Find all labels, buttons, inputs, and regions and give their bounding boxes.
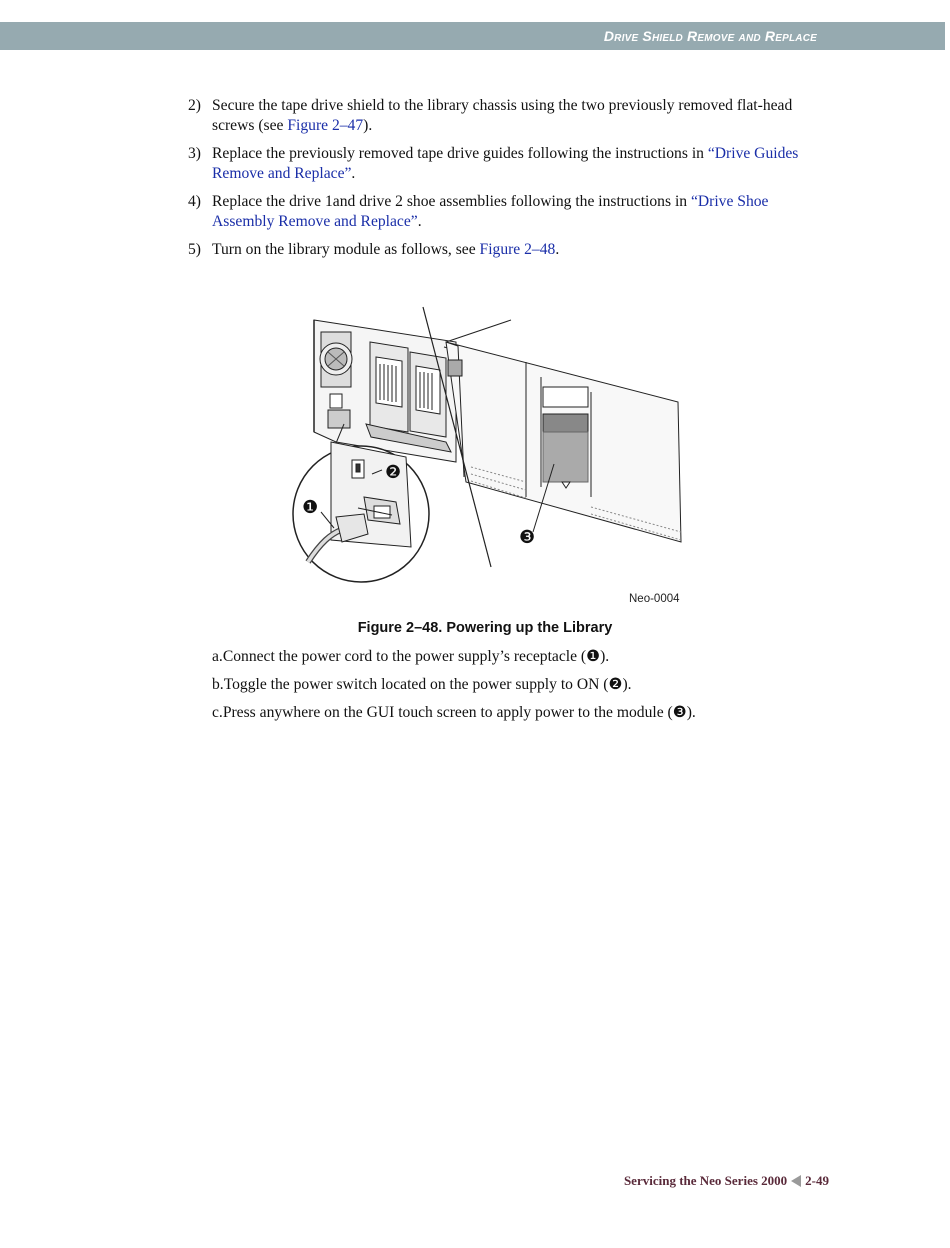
step-text: Replace the previously removed tape drive guides following the instructions in “Drive Guides Remove and Replace”. xyxy=(212,145,799,182)
figure-link[interactable]: Figure 2–48 xyxy=(479,241,556,258)
step-number: 5) xyxy=(188,241,201,258)
step-number: 3) xyxy=(188,145,201,162)
step-number: 4) xyxy=(188,193,201,210)
substep: b.Toggle the power switch located on the power supply to ON (❷). xyxy=(212,676,632,693)
triangle-left-icon xyxy=(791,1175,801,1187)
step-text: Turn on the library module as follows, see Figure 2–48. xyxy=(212,241,560,258)
callout-3: ❸ xyxy=(519,527,536,548)
figure-link[interactable]: Figure 2–47 xyxy=(287,117,364,134)
step-text: Replace the drive 1and drive 2 shoe assemblies following the instructions in “Drive Shoe Assembly Remove and Replace”. xyxy=(212,193,769,230)
page-number: 2-49 xyxy=(805,1173,829,1188)
figure-caption: Figure 2–48. Powering up the Library xyxy=(357,620,613,636)
section-link[interactable]: “Drive Guides Remove and Replace” xyxy=(212,145,799,182)
figure-id-label: Neo-0004 xyxy=(629,593,680,605)
substep: c.Press anywhere on the GUI touch screen to apply power to the module (❸). xyxy=(212,704,696,721)
book-title: Servicing the Neo Series 2000 xyxy=(623,1173,788,1188)
callout-2: ❷ xyxy=(385,462,402,483)
step-number: 2) xyxy=(188,97,201,114)
library-power-illustration xyxy=(286,302,686,592)
step-text: Secure the tape drive shield to the library chassis using the two previously removed flat-head screws (see Figure 2–47). xyxy=(212,97,793,134)
running-header xyxy=(0,22,945,50)
callout-1: ❶ xyxy=(302,497,319,518)
page-footer xyxy=(624,1173,829,1189)
substep: a.Connect the power cord to the power supply’s receptacle (❶). xyxy=(212,648,610,665)
section-link[interactable]: “Drive Shoe Assembly Remove and Replace” xyxy=(212,193,769,230)
section-title: Drive Shield Remove and Replace xyxy=(603,28,817,44)
